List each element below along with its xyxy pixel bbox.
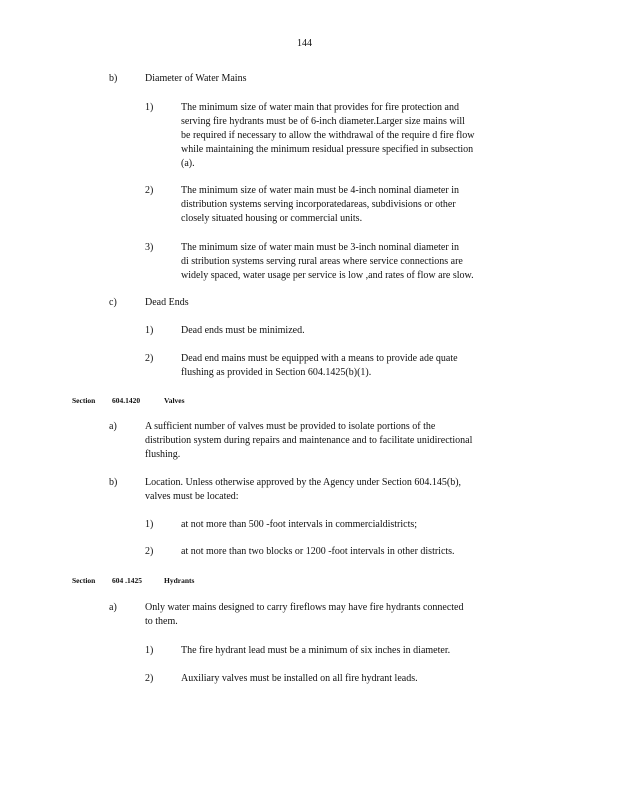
item-paragraph bbox=[181, 241, 528, 283]
paragraph-line: while maintaining the minimum residual pressure specified in subsection bbox=[181, 144, 474, 155]
item-text: at not more than 500 -foot intervals in commercialdistricts; bbox=[181, 519, 418, 530]
subsection-marker: c) bbox=[109, 297, 117, 308]
item-marker: 2) bbox=[145, 353, 154, 364]
paragraph-line: valves must be located: bbox=[145, 491, 239, 502]
item-paragraph bbox=[181, 184, 521, 226]
paragraph-line: distribution system during repairs and maintenance and to facilitate unidirectional bbox=[145, 435, 473, 446]
item-marker: 1) bbox=[145, 519, 154, 530]
paragraph-line: di stribution systems serving rural areas where service connections are bbox=[181, 256, 463, 267]
item-marker: 2) bbox=[145, 673, 154, 684]
paragraph-line: flushing as provided in Section 604.1425(b)(1). bbox=[181, 367, 372, 378]
item-marker: 3) bbox=[145, 242, 154, 253]
item-text: Dead ends must be minimized. bbox=[181, 325, 305, 336]
section-number: 604.1420 bbox=[112, 396, 141, 405]
section-label: Section bbox=[72, 576, 96, 585]
section-number: 604 .1425 bbox=[112, 576, 142, 585]
section-label: Section bbox=[72, 396, 96, 405]
subsection-title: Dead Ends bbox=[145, 297, 189, 308]
item-text: at not more than two blocks or 1200 -foot intervals in other districts. bbox=[181, 546, 455, 557]
paragraph-line: distribution systems serving incorporatedareas, subdivisions or other bbox=[181, 199, 456, 210]
item-marker: 2) bbox=[145, 185, 154, 196]
section-title: Hydrants bbox=[164, 576, 195, 585]
subsection-paragraph bbox=[145, 476, 525, 504]
page-number: 144 bbox=[297, 38, 312, 49]
item-marker: 1) bbox=[145, 645, 154, 656]
paragraph-line: Only water mains designed to carry fireflows may have fire hydrants connected bbox=[145, 602, 464, 613]
paragraph-line: A sufficient number of valves must be provided to isolate portions of the bbox=[145, 421, 436, 432]
subsection-marker: a) bbox=[109, 421, 117, 432]
paragraph-line: closely situated housing or commercial units. bbox=[181, 213, 363, 224]
paragraph-line: be required if necessary to allow the withdrawal of the require d fire flow bbox=[181, 130, 475, 141]
paragraph-line: The minimum size of water main that provides for fire protection and bbox=[181, 102, 459, 113]
item-marker: 1) bbox=[145, 102, 154, 113]
item-text: The fire hydrant lead must be a minimum of six inches in diameter. bbox=[181, 645, 451, 656]
section-title: Valves bbox=[164, 396, 185, 405]
item-paragraph bbox=[181, 101, 528, 171]
subsection-paragraph bbox=[145, 601, 525, 629]
subsection-title: Diameter of Water Mains bbox=[145, 73, 247, 84]
item-paragraph bbox=[181, 352, 521, 380]
paragraph-line: The minimum size of water main must be 4-inch nominal diameter in bbox=[181, 185, 459, 196]
subsection-marker: b) bbox=[109, 73, 118, 84]
item-marker: 2) bbox=[145, 546, 154, 557]
paragraph-line: flushing. bbox=[145, 449, 181, 460]
paragraph-line: The minimum size of water main must be 3-inch nominal diameter in bbox=[181, 242, 459, 253]
paragraph-line: to them. bbox=[145, 616, 178, 627]
subsection-marker: a) bbox=[109, 602, 117, 613]
paragraph-line: Location. Unless otherwise approved by the Agency under Section 604.145(b), bbox=[145, 477, 462, 488]
paragraph-line: serving fire hydrants must be of 6-inch diameter.Larger size mains will bbox=[181, 116, 465, 127]
subsection-marker: b) bbox=[109, 477, 118, 488]
item-text: Auxiliary valves must be installed on all fire hydrant leads. bbox=[181, 673, 418, 684]
paragraph-line: (a). bbox=[181, 158, 195, 169]
item-marker: 1) bbox=[145, 325, 154, 336]
paragraph-line: Dead end mains must be equipped with a means to provide ade quate bbox=[181, 353, 458, 364]
subsection-paragraph bbox=[145, 420, 525, 462]
paragraph-line: widely spaced, water usage per service is low ,and rates of flow are slow. bbox=[181, 270, 474, 281]
